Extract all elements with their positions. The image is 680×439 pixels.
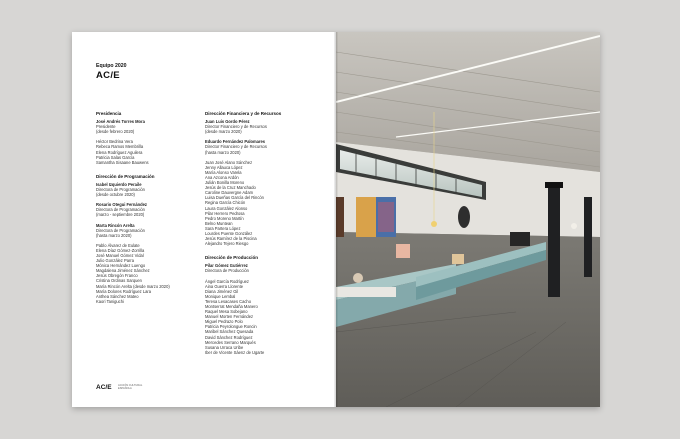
exhibition-hall-photo: [336, 32, 600, 407]
staff-line: Directora de Programación: [96, 207, 145, 213]
staff-line: Cristina Ordinas Sarquen: [96, 278, 142, 284]
staff-section: [205, 111, 320, 246]
staff-line: Ana Azcona Ardón: [205, 174, 239, 180]
staff-block: [96, 243, 206, 304]
staff-block: [205, 160, 320, 247]
staff-line: Mercedes Serrano Marqués: [205, 339, 256, 345]
staff-block: [96, 139, 206, 164]
staff-line: Pilar Herrero Pedrosa: [205, 210, 245, 216]
staff-section: [96, 111, 206, 165]
staff-line: (desde febrero 2020): [96, 129, 135, 135]
staff-line: Rebeca Ramos Membrilla: [96, 144, 144, 150]
staff-line: Jesús de la Cruz Manchado: [205, 185, 256, 191]
staff-column-1: [96, 111, 206, 309]
page-fold: [334, 32, 338, 407]
right-page-photo: [336, 32, 600, 407]
staff-line: Alejandro Tejero Riesgo: [205, 241, 249, 247]
staff-line: Presidente: [96, 124, 116, 130]
staff-line: Julián Bonilla Moreno: [205, 180, 245, 186]
staff-line: Magdalena Jiménez Sánchez: [96, 268, 150, 274]
staff-lead-name: Marta Rincón Arelta: [96, 222, 135, 228]
staff-line: Regina García Chicón: [205, 200, 246, 206]
staff-lead-name: Eduardo Fernández Palomares: [205, 139, 266, 145]
staff-line: (desde marzo 2020): [205, 129, 242, 135]
section-heading: Dirección Financiera y de Recursos: [205, 111, 282, 116]
staff-column-2: [205, 111, 320, 360]
staff-line: María Alonso Varela: [205, 169, 242, 175]
staff-block: [205, 119, 320, 134]
staff-lead-name: Pilar Gómez Gutiérrez: [205, 263, 248, 269]
staff-line: Jenny Allauca López: [205, 164, 243, 170]
staff-line: Iber de Vicente Sáenz de Ugarte: [205, 349, 265, 355]
staff-line: Jesús Obregón Franco: [96, 273, 138, 279]
staff-block: [205, 279, 320, 355]
staff-line: Manuel Morten Fernández: [205, 314, 254, 320]
staff-line: Luisa Dueñas García del Rincón: [205, 195, 264, 201]
staff-line: Patricia Salas García: [96, 154, 135, 160]
staff-line: Monique Lembal: [205, 293, 236, 299]
staff-line: (marzo - septiembre 2020): [96, 212, 145, 218]
section-heading: Dirección de Producción: [205, 255, 259, 261]
staff-line: Raquel Mesa Sobejano: [205, 309, 248, 315]
staff-line: Directora de Programación: [96, 187, 145, 193]
staff-line: Patricia Peyrolongue Roncin: [205, 324, 257, 330]
staff-line: Directora de Programación: [96, 227, 145, 233]
staff-line: (hasta marzo 2020): [205, 149, 241, 155]
staff-line: Laura González Alonso: [205, 205, 248, 211]
staff-line: Teresa Lesacases Cacho: [205, 298, 251, 304]
ace-logo: AC/E: [96, 384, 112, 391]
staff-line: Anthea Sánchez Mateo: [96, 293, 139, 299]
staff-line: Julio González Parra: [96, 258, 134, 264]
staff-line: David Sánchez Rodríguez: [205, 334, 253, 340]
staff-line: Ángel García Rodríguez: [205, 278, 249, 284]
staff-line: Mónica Hernández Luengo: [96, 263, 146, 269]
staff-lead-name: Juan Luis Gordo Pérez: [205, 119, 250, 125]
staff-line: Héctor Bedrina Vera: [96, 139, 133, 145]
staff-line: Elena Díaz Gómez-Zorrilla: [96, 247, 145, 253]
staff-lead-name: Rosario Otegui Fernández: [96, 202, 147, 208]
staff-line: Belno Muntean: [205, 220, 233, 226]
staff-line: José Manuel Gómez Vidal: [96, 252, 144, 258]
section-heading: Presidencia: [96, 111, 122, 116]
staff-line: Directora de Producción: [205, 268, 249, 274]
staff-line: Pablo Álvarez de Eulate: [96, 242, 140, 248]
staff-lead-name: José Andrés Torres Mora: [96, 119, 145, 125]
staff-lead-name: Isabel Izquierdo Peraile: [96, 181, 142, 187]
staff-line: Diana Jiménez Gil: [205, 288, 239, 294]
staff-line: Aina Guerra Llorente: [205, 283, 244, 289]
staff-block: [205, 139, 320, 154]
ace-logo-subtitle: ACCIÓN CULTURAL ESPAÑOLA: [118, 384, 143, 390]
staff-line: Pedro Moreno Martín: [205, 215, 244, 221]
staff-line: Director Financiero y de Recursos: [205, 144, 267, 150]
staff-block: [96, 119, 206, 134]
staff-block: [96, 223, 206, 238]
staff-line: Caroline Dauvergne Adam: [205, 190, 254, 196]
staff-line: Director Financiero y de Recursos: [205, 124, 267, 130]
staff-line: Jesús Ramírez de la Piscina: [205, 236, 257, 242]
staff-line: Sara Partera López: [205, 225, 241, 231]
page-kicker: Equipo 2020: [96, 63, 127, 69]
staff-line: Samantha Sisaane Bauwens: [96, 159, 149, 165]
staff-section: [205, 255, 320, 355]
staff-section: [96, 174, 206, 304]
staff-line: (hasta marzo 2020): [96, 232, 132, 238]
staff-line: Lourdes Puente González: [205, 230, 253, 236]
staff-line: Miguel Pedrazo Polo: [205, 319, 243, 325]
staff-line: Maribel Sánchez Quesada: [205, 329, 254, 335]
staff-block: [96, 182, 206, 197]
staff-line: Juan José Alano Sánchez: [205, 159, 253, 165]
staff-line: Kaori Taniguchi: [96, 298, 124, 304]
staff-line: María Dolores Rodríguez Lara: [96, 288, 152, 294]
staff-line: Elena Rodríguez Aguilera: [96, 149, 143, 155]
staff-line: María Rincón Arelta (desde marzo 2020): [96, 283, 170, 289]
staff-line: Susana Urraca Uribe: [205, 344, 244, 350]
staff-line: (desde octubre 2020): [96, 192, 135, 198]
staff-line: Montserrat Mendaña Manero: [205, 304, 258, 309]
magazine-spread: [72, 32, 600, 407]
left-page: [72, 32, 336, 407]
staff-block: [205, 263, 320, 273]
page-title: AC/E: [96, 70, 120, 81]
section-heading: Dirección de Programación: [96, 173, 155, 179]
staff-block: [96, 202, 206, 217]
